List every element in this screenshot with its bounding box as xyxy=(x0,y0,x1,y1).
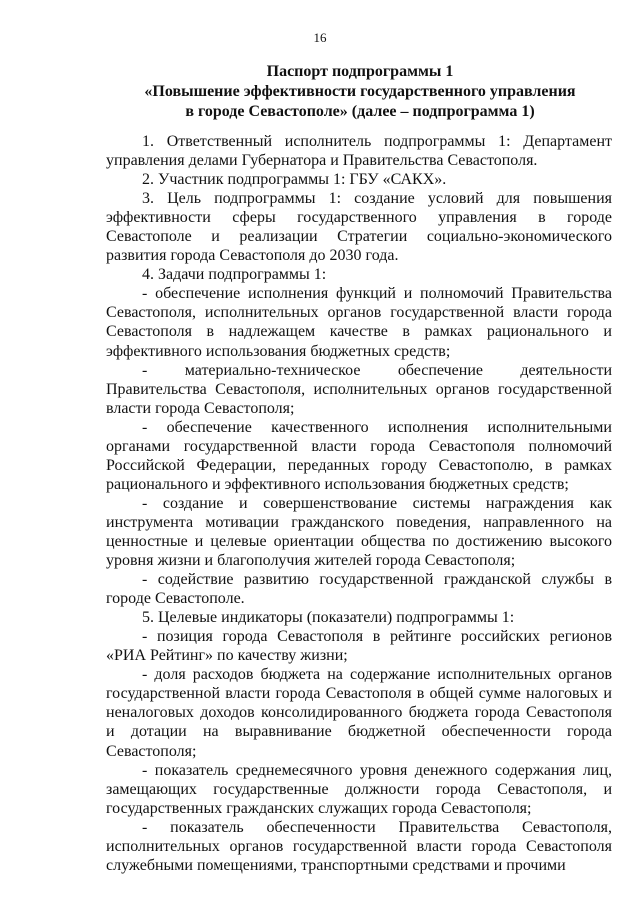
paragraph-task-item: - создание и совершенствование системы награждения как инструмента мотивации гражданского поведения, направленного на ценностные и целевые ориентации общества по достижению высокого уровня жизни и благополучия жителей города Севастополя; xyxy=(106,494,612,570)
paragraph-indicator-item: - показатель среднемесячного уровня денежного содержания лиц, замещающих государственные должности города Севастополя, и государственных гражданских служащих города Севастополя; xyxy=(106,761,612,817)
title-line-2: «Повышение эффективности государственного управления xyxy=(144,83,576,100)
paragraph-task-item: - содействие развитию государственной гражданской службы в городе Севастополе. xyxy=(106,571,612,608)
paragraph-indicator-item: - позиция города Севастополя в рейтинге российских регионов «РИА Рейтинг» по качеству жизни; xyxy=(106,628,612,665)
title-line-1: Паспорт подпрограммы 1 xyxy=(266,63,454,80)
page-number: 16 xyxy=(313,30,327,45)
paragraph-participant: 2. Участник подпрограммы 1: ГБУ «САКХ». xyxy=(142,171,447,189)
title-line-3: в городе Севастополе» (далее – подпрограмма 1) xyxy=(185,103,535,120)
paragraph-indicator-item: - показатель обеспеченности Правительства Севастополя, исполнительных органов государственной власти города Севастополя служебными помещениями, транспортными средствами и прочими xyxy=(106,818,612,874)
paragraph-task-item: - обеспечение исполнения функций и полномочий Правительства Севастополя, исполнительных органов государственной власти города Севастополя в надлежащем качестве в рамках рационального и эффективного использования бюджетных средств; xyxy=(106,285,612,360)
paragraph-tasks-heading: 4. Задачи подпрограммы 1: xyxy=(142,266,327,284)
page-title xyxy=(100,62,620,122)
paragraph-indicators-heading: 5. Целевые индикаторы (показатели) подпрограммы 1: xyxy=(142,609,515,627)
paragraph-indicator-item: - доля расходов бюджета на содержание исполнительных органов государственной власти города Севастополя в общей сумме налоговых и неналоговых доходов консолидированного бюджета города Севастополя и дотации на выравнивание бюджетной обеспеченности города Севастополя; xyxy=(106,666,612,760)
paragraph-task-item: - материально-техническое обеспечение деятельности Правительства Севастополя, исполнительных органов государственной власти города Севастополя; xyxy=(106,361,612,417)
paragraph-goal: 3. Цель подпрограммы 1: создание условий для повышения эффективности сферы государственного управления в городе Севастополе и реализации Стратегии социально-экономического развития города Севастополя до 2030 года. xyxy=(106,190,612,265)
document-body xyxy=(106,132,612,875)
paragraph-responsible-executor: 1. Ответственный исполнитель подпрограммы 1: Департамент управления делами Губернатора и Правительства Севастополя. xyxy=(106,133,612,170)
paragraph-task-item: - обеспечение качественного исполнения исполнительными органами государственной власти города Севастополя полномочий Российской Федерации, переданных городу Севастополю, в рамках рационального и эффективного использования бюджетных средств; xyxy=(106,418,612,493)
